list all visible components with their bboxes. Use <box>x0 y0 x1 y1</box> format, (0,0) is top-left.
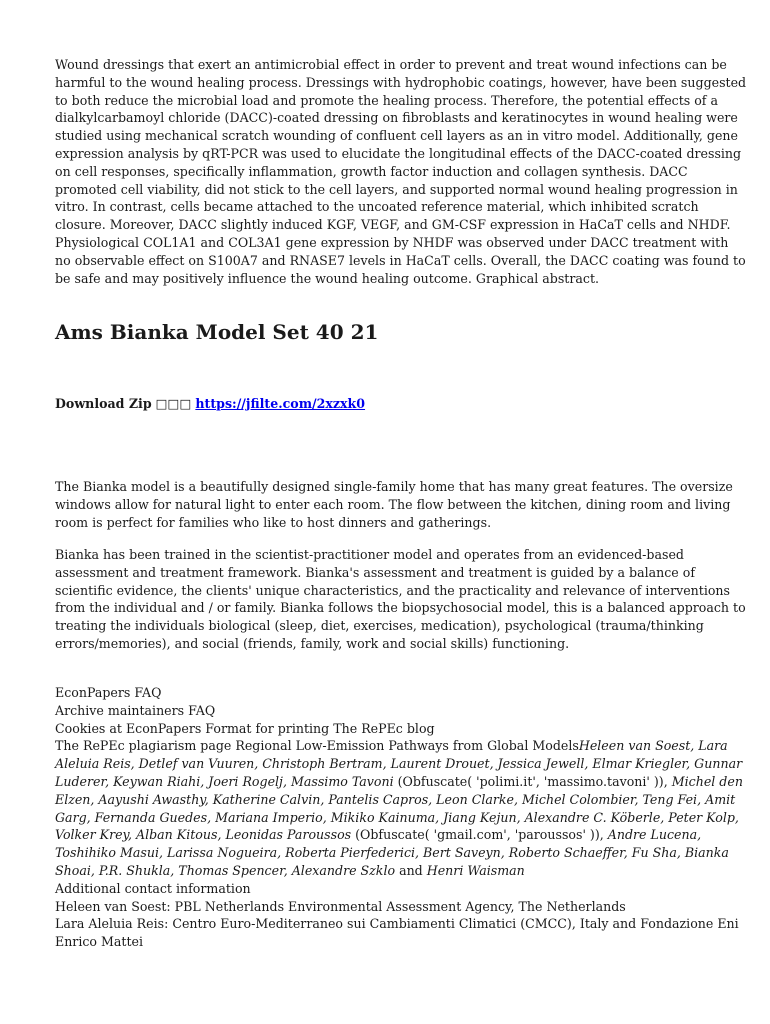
authors-list-3: Andre Lucena, Toshihiko Masui, Larissa Nogueira, Roberta Pierfederici, Bert Saveyn, Roberto Schaeffer, Fu Sha, Bianka Shoai, P.R. Shukla, Thomas Spencer, Alexandre Szklo <box>55 827 729 878</box>
affiliation-1: Heleen van Soest: PBL Netherlands Environmental Assessment Agency, The Netherlands <box>55 898 626 914</box>
authors-list-4: Henri Waisman <box>426 862 525 878</box>
obfuscate-2: (Obfuscate( 'gmail.com', 'paroussos' )), <box>351 827 608 843</box>
cookies-line: Cookies at EconPapers Format for printing The RePEc blog <box>55 720 435 736</box>
plagiarism-line: The RePEc plagiarism page Regional Low-Emission Pathways from Global Models <box>55 738 579 754</box>
download-link[interactable]: https://jfilte.com/2xzxk0 <box>195 396 366 411</box>
econpapers-faq-link[interactable]: EconPapers FAQ <box>55 685 162 700</box>
download-line <box>55 395 748 413</box>
obfuscate-1: (Obfuscate( 'polimi.it', 'massimo.tavoni' )), <box>393 773 672 789</box>
page-title: Ams Bianka Model Set 40 21 <box>55 320 379 344</box>
citation-entry <box>55 737 748 879</box>
references-section <box>55 684 748 951</box>
and-word: and <box>395 862 427 878</box>
download-label: Download Zip <box>55 396 152 411</box>
download-glyphs: □□□ <box>155 396 192 411</box>
trained-paragraph: Bianka has been trained in the scientist-practitioner model and operates from an evidenced-based assessment and treatment framework. Bianka's assessment and treatment is guided by a balance of scientific evidence, the clients' unique characteristics, and the practicality and relevance of interventions from the individual and / or family. Bianka follows the biopsychosocial model, this is a balanced approach to treating the individuals biological (sleep, diet, exercises, medication), psychological (trauma/thinking errors/memories), and social (friends, family, work and social skills) functioning. <box>55 547 746 651</box>
model-paragraph: The Bianka model is a beautifully designed single-family home that has many great features. The oversize windows allow for natural light to enter each room. The flow between the kitchen, dining room and living room is perfect for families who like to host dinners and gatherings. <box>55 479 733 530</box>
additional-contact-link[interactable]: Additional contact information <box>55 880 251 896</box>
affiliation-2: Lara Aleluia Reis: Centro Euro-Mediterraneo sui Cambiamenti Climatici (CMCC), Italy and Fondazione Eni Enrico Mattei <box>55 916 739 950</box>
archive-faq-link[interactable]: Archive maintainers FAQ <box>55 702 216 718</box>
authors-list-2: Michel den Elzen, Aayushi Awasthy, Katherine Calvin, Pantelis Capros, Leon Clarke, Michel Colombier, Teng Fei, Amit Garg, Fernanda Guedes, Mariana Imperio, Mikiko Kainuma, Jiang Kejun, Alexandre C. Köberle, Peter Kolp, Volker Krey, Alban Kitous, Leonidas Paroussos <box>55 773 743 843</box>
authors-list-1: Heleen van Soest, Lara Aleluia Reis, Detlef van Vuuren, Christoph Bertram, Laurent Drouet, Jessica Jewell, Elmar Kriegler, Gunnar Luderer, Keywan Riahi, Joeri Rogelj, Massimo Tavoni <box>55 738 743 789</box>
abstract-paragraph: Wound dressings that exert an antimicrobial effect in order to prevent and treat wound infections can be harmful to the wound healing process. Dressings with hydrophobic coatings, however, have been suggested to both reduce the microbial load and promote the healing process. Therefore, the potential effects of a dialkylcarbamoyl chloride (DACC)-coated dressing on fibroblasts and keratinocytes in wound healing were studied using mechanical scratch wounding of confluent cell layers as an in vitro model. Additionally, gene expression analysis by qRT-PCR was used to elucidate the longitudinal effects of the DACC-coated dressing on cell responses, specifically inflammation, growth factor induction and collagen synthesis. DACC promoted cell viability, did not stick to the cell layers, and supported normal wound healing progression in vitro. In contrast, cells became attached to the uncoated reference material, which inhibited scratch closure. Moreover, DACC slightly induced KGF, VEGF, and GM-CSF expression in HaCaT cells and NHDF. Physiological COL1A1 and COL3A1 gene expression by NHDF was observed under DACC treatment with no observable effect on S100A7 and RNASE7 levels in HaCaT cells. Overall, the DACC coating was found to be safe and may positively influence the wound healing outcome. Graphical abstract. <box>55 57 747 286</box>
